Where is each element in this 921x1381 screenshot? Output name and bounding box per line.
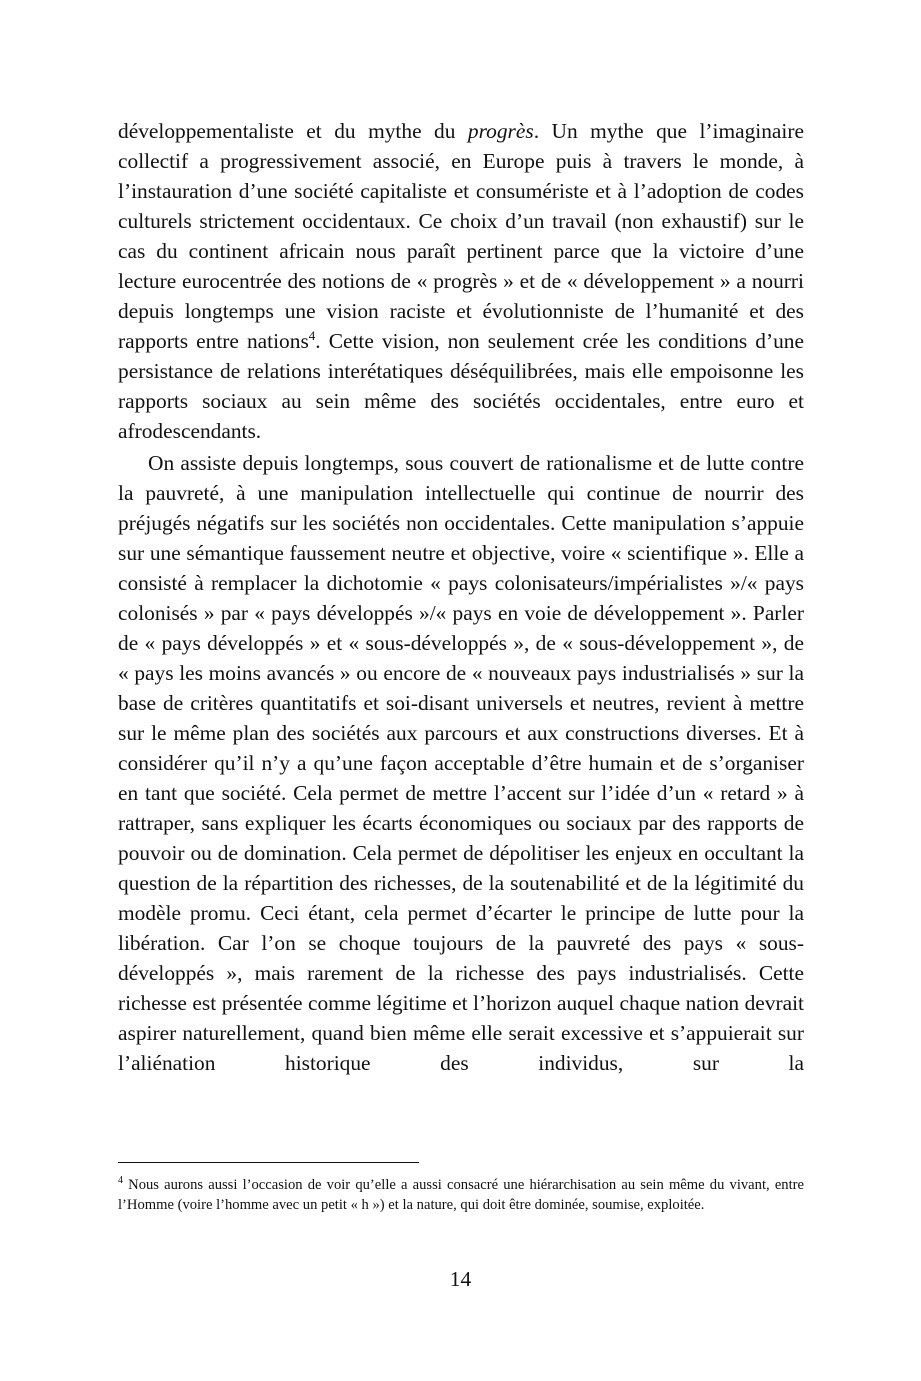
footnote-text: Nous aurons aussi l’occasion de voir qu’elle a aussi consacré une hiérarchisation au sein même du vivant, entre l’Homme (voire l’homme avec un petit « h ») et la nature, qui doit être dominée, soumise, exploitée.: [118, 1177, 804, 1213]
paragraph-1-text-c: . Cette vision, non seulement crée les conditions d’une persistance de relations interétatiques déséquilibrées, mais elle empoisonne les rapports sociaux au sein même des sociétés occidentales, entre euro et afrodescendants.: [118, 329, 804, 443]
footnote-number: 4: [118, 1175, 123, 1187]
emphasis-progres: progrès: [467, 119, 534, 143]
paragraph-1: [118, 116, 804, 446]
footnote-reference: 4: [308, 327, 316, 343]
footnote-separator: [118, 1162, 419, 1163]
page-number: 14: [449, 1267, 472, 1291]
main-text: [118, 116, 804, 1078]
footnote: [118, 1175, 804, 1215]
paragraph-1-text-a: développementaliste et du mythe du: [118, 119, 468, 143]
paragraph-2: On assiste depuis longtemps, sous couvert de rationalisme et de lutte contre la pauvreté, à une manipulation intellectuelle qui continue de nourrir des préjugés négatifs sur les sociétés non occidentales. Cette manipulation s’appuie sur une sémantique faussement neutre et objective, voire « scientifique ». Elle a consisté à remplacer la dichotomie « pays colonisateurs/impérialistes »/« pays colonisés » par « pays développés »/« pays en voie de développement ». Parler de « pays développés » et « sous-développés », de « sous-développement », de « pays les moins avancés » ou encore de « nouveaux pays industrialisés » sur la base de critères quantitatifs et soi-disant universels et neutres, revient à mettre sur le même plan des sociétés aux parcours et aux constructions diverses. Et à considérer qu’il n’y a qu’une façon acceptable d’être humain et de s’organiser en tant que société. Cela permet de mettre l’accent sur l’idée d’un « retard » à rattraper, sans expliquer les écarts économiques ou sociaux par des rapports de pouvoir ou de domination. Cela permet de dépolitiser les enjeux en occultant la question de la répartition des richesses, de la soutenabilité et de la légitimité du modèle promu. Ceci étant, cela permet d’écarter le principe de lutte pour la libération. Car l’on se choque toujours de la pauvreté des pays « sous-développés », mais rarement de la richesse des pays industrialisés. Cette richesse est présentée comme légitime et l’horizon auquel chaque nation devrait aspirer naturellement, quand bien même elle serait excessive et s’appuierait sur l’aliénation historique des individus, sur la: [118, 451, 804, 1075]
paragraph-1-text-b: . Un mythe que l’imaginaire collectif a progressivement associé, en Europe puis à travers le monde, à l’instauration d’une société capitaliste et consumériste et à l’adoption de codes culturels strictement occidentaux. Ce choix d’un travail (non exhaustif) sur le cas du continent africain nous paraît pertinent parce que la victoire d’une lecture eurocentrée des notions de « progrès » et de « développement » a nourri depuis longtemps une vision raciste et évolutionniste de l’humanité et des rapports entre nations: [118, 119, 804, 353]
